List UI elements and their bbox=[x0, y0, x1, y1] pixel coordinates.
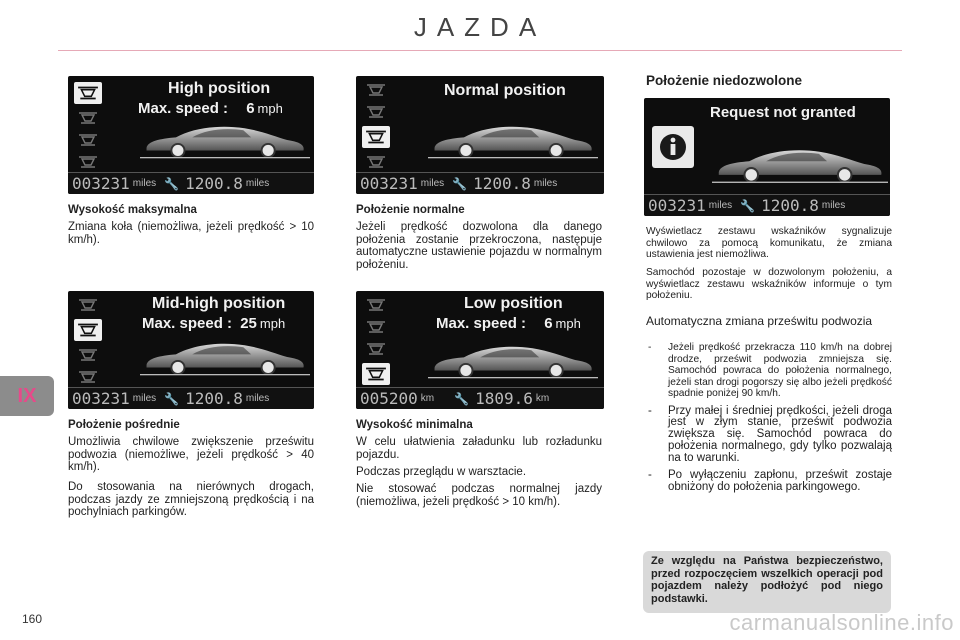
trip: 1809.6 bbox=[475, 389, 533, 408]
watermark: carmanualsonline.info bbox=[729, 610, 954, 635]
wrench-icon: 🔧 bbox=[454, 391, 470, 406]
subheading-auto-adjust: Automatyczna zmiana prześwitu podwozia bbox=[646, 314, 873, 328]
list-item bbox=[646, 470, 892, 494]
wrench-icon: 🔧 bbox=[740, 198, 756, 213]
car-image bbox=[428, 337, 598, 383]
suspension-midhigh-icon bbox=[76, 110, 100, 126]
page-title: JAZDA bbox=[413, 12, 547, 42]
list-item-text: Po wyłączeniu zapłonu, prześwit zostaje obniżony do położenia parkingowego. bbox=[668, 469, 892, 494]
suspension-midhigh-icon bbox=[364, 319, 388, 335]
trip: 1200.8 bbox=[185, 389, 243, 408]
trip-unit: miles bbox=[533, 178, 558, 189]
max-speed-value: 6 bbox=[246, 100, 255, 117]
car-image bbox=[140, 116, 310, 164]
suspension-normal-icon bbox=[362, 126, 390, 148]
trip-unit: km bbox=[535, 393, 550, 404]
odometer-unit: miles bbox=[708, 200, 733, 211]
caption-text-midhigh-1: Umożliwia chwilowe zwiększenie prześwitu podwozia (niemożliwe, jeżeli prędkość > 40 km/h). bbox=[68, 436, 314, 473]
display-line2 bbox=[436, 315, 581, 332]
suspension-low-icon bbox=[76, 154, 100, 170]
max-speed-unit: mph bbox=[257, 101, 283, 116]
car-image bbox=[428, 116, 598, 164]
caption-text-midhigh-2: Do stosowania na nierównych drogach, podczas jazdy ze zmniejszoną prędkością i na pochylniach parkingów. bbox=[68, 481, 314, 518]
max-speed-label: Max. speed : bbox=[142, 315, 233, 332]
odometer-unit: miles bbox=[420, 178, 445, 189]
car-image bbox=[712, 138, 888, 190]
suspension-midhigh-icon bbox=[74, 319, 102, 341]
caption-text-normal: Jeżeli prędkość dozwolona dla danego położenia zostanie przekroczona, następuje automatyczne ustawienie pojazdu w normalnym położeniu. bbox=[356, 221, 602, 271]
odometer-bar bbox=[68, 387, 314, 409]
title-divider bbox=[58, 50, 902, 51]
max-speed-value: 25 bbox=[240, 315, 257, 332]
list-item-text: Przy małej i średniej prędkości, jeżeli droga jest w złym stanie, prześwit podwozia zwiększa się. Samochód powraca do położenia normalnego, gdy tylko pozwalają na to warunki. bbox=[668, 404, 892, 464]
trip: 1200.8 bbox=[185, 174, 243, 193]
odometer-bar bbox=[68, 172, 314, 194]
odometer-unit: km bbox=[420, 393, 435, 404]
max-speed-unit: mph bbox=[259, 316, 286, 331]
list-item-text: Jeżeli prędkość przekracza 110 km/h na dobrej drodze, prześwit podwozia zmniejsza się. Samochód powraca do położenia normalnego, jeżeli stan drogi pogorszy się albo jeżeli prędkość spadnie poniżej 90 km/h. bbox=[668, 342, 892, 399]
odometer-unit: miles bbox=[132, 393, 157, 404]
suspension-icons bbox=[74, 82, 104, 176]
odometer-bar bbox=[644, 194, 890, 216]
suspension-high-icon bbox=[364, 297, 388, 313]
wrench-icon: 🔧 bbox=[164, 176, 180, 191]
display-request-not-granted bbox=[644, 98, 890, 216]
list-dash: - bbox=[648, 469, 652, 482]
list-dash: - bbox=[648, 404, 652, 417]
max-speed-label: Max. speed : bbox=[138, 100, 229, 117]
odometer-bar bbox=[356, 172, 604, 194]
suspension-icons bbox=[362, 82, 392, 176]
odometer-unit: miles bbox=[132, 178, 157, 189]
paragraph-vehicle-stays: Samochód pozostaje w dozwolonym położeniu, a wyświetlacz zestawu wskaźników informuje o tym położeniu. bbox=[646, 267, 892, 301]
odometer: 003231 bbox=[360, 174, 418, 193]
trip-unit: miles bbox=[245, 393, 270, 404]
display-line1: Mid-high position bbox=[152, 295, 286, 312]
max-speed-unit: mph bbox=[555, 316, 581, 331]
display-line2 bbox=[142, 315, 285, 332]
list-item bbox=[646, 342, 892, 400]
chapter-tab bbox=[0, 376, 54, 416]
max-speed-value: 6 bbox=[544, 315, 553, 332]
odometer: 005200 bbox=[360, 389, 418, 408]
display-line1: High position bbox=[168, 80, 271, 97]
display-line1: Low position bbox=[464, 295, 563, 312]
display-line2 bbox=[138, 100, 283, 117]
display-line1: Request not granted bbox=[710, 104, 856, 121]
display-line1: Normal position bbox=[444, 82, 566, 99]
caption-heading-normal: Położenie normalne bbox=[356, 204, 465, 216]
display-midhigh-position bbox=[68, 291, 314, 409]
caption-text-low-3: Nie stosować podczas normalnej jazdy (niemożliwa, jeżeli prędkość > 10 km/h). bbox=[356, 483, 602, 508]
suspension-normal-icon bbox=[364, 341, 388, 357]
safety-warning-box: Ze względu na Państwa bezpieczeństwo, przed rozpoczęciem wszelkich operacji pod pojazdem należy podłożyć pod niego podstawki. bbox=[643, 551, 891, 613]
info-icon bbox=[652, 126, 694, 168]
odometer: 003231 bbox=[72, 389, 130, 408]
trip-unit: miles bbox=[821, 200, 846, 211]
display-normal-position bbox=[356, 76, 604, 194]
wrench-icon: 🔧 bbox=[164, 391, 180, 406]
caption-heading-high: Wysokość maksymalna bbox=[68, 204, 197, 216]
max-speed-label: Max. speed : bbox=[436, 315, 527, 332]
paragraph-display-message: Wyświetlacz zestawu wskaźników sygnalizuje chwilowo za pomocą komunikatu, że zmiana ustawienia jest niemożliwa. bbox=[646, 226, 892, 260]
trip-unit: miles bbox=[245, 178, 270, 189]
suspension-low-icon bbox=[362, 363, 390, 385]
caption-text-high: Zmiana koła (niemożliwa, jeżeli prędkość > 10 km/h). bbox=[68, 221, 314, 246]
caption-text-low-1: W celu ułatwienia załadunku lub rozładunku pojazdu. bbox=[356, 436, 602, 461]
suspension-low-icon bbox=[364, 154, 388, 170]
suspension-icons bbox=[74, 297, 104, 391]
suspension-icons bbox=[362, 297, 392, 391]
caption-heading-midhigh: Położenie pośrednie bbox=[68, 419, 180, 431]
odometer: 003231 bbox=[648, 196, 706, 215]
display-high-position bbox=[68, 76, 314, 194]
page-number: 160 bbox=[22, 612, 43, 626]
odometer-bar bbox=[356, 387, 604, 409]
suspension-low-icon bbox=[76, 369, 100, 385]
suspension-high-icon bbox=[76, 297, 100, 313]
trip: 1200.8 bbox=[761, 196, 819, 215]
car-image bbox=[140, 333, 310, 381]
odometer: 003231 bbox=[72, 174, 130, 193]
suspension-normal-icon bbox=[76, 132, 100, 148]
chapter-label: IX bbox=[17, 385, 37, 407]
trip: 1200.8 bbox=[473, 174, 531, 193]
auto-adjust-list bbox=[646, 342, 892, 494]
wrench-icon: 🔧 bbox=[452, 176, 468, 191]
list-item bbox=[646, 406, 892, 465]
section-title-unauthorized: Położenie niedozwolone bbox=[646, 73, 803, 88]
suspension-high-icon bbox=[364, 82, 388, 98]
suspension-midhigh-icon bbox=[364, 104, 388, 120]
list-dash: - bbox=[648, 342, 652, 353]
display-low-position bbox=[356, 291, 604, 409]
suspension-high-icon bbox=[74, 82, 102, 104]
caption-text-low-2: Podczas przeglądu w warsztacie. bbox=[356, 466, 527, 478]
caption-heading-low: Wysokość minimalna bbox=[356, 419, 473, 431]
suspension-normal-icon bbox=[76, 347, 100, 363]
